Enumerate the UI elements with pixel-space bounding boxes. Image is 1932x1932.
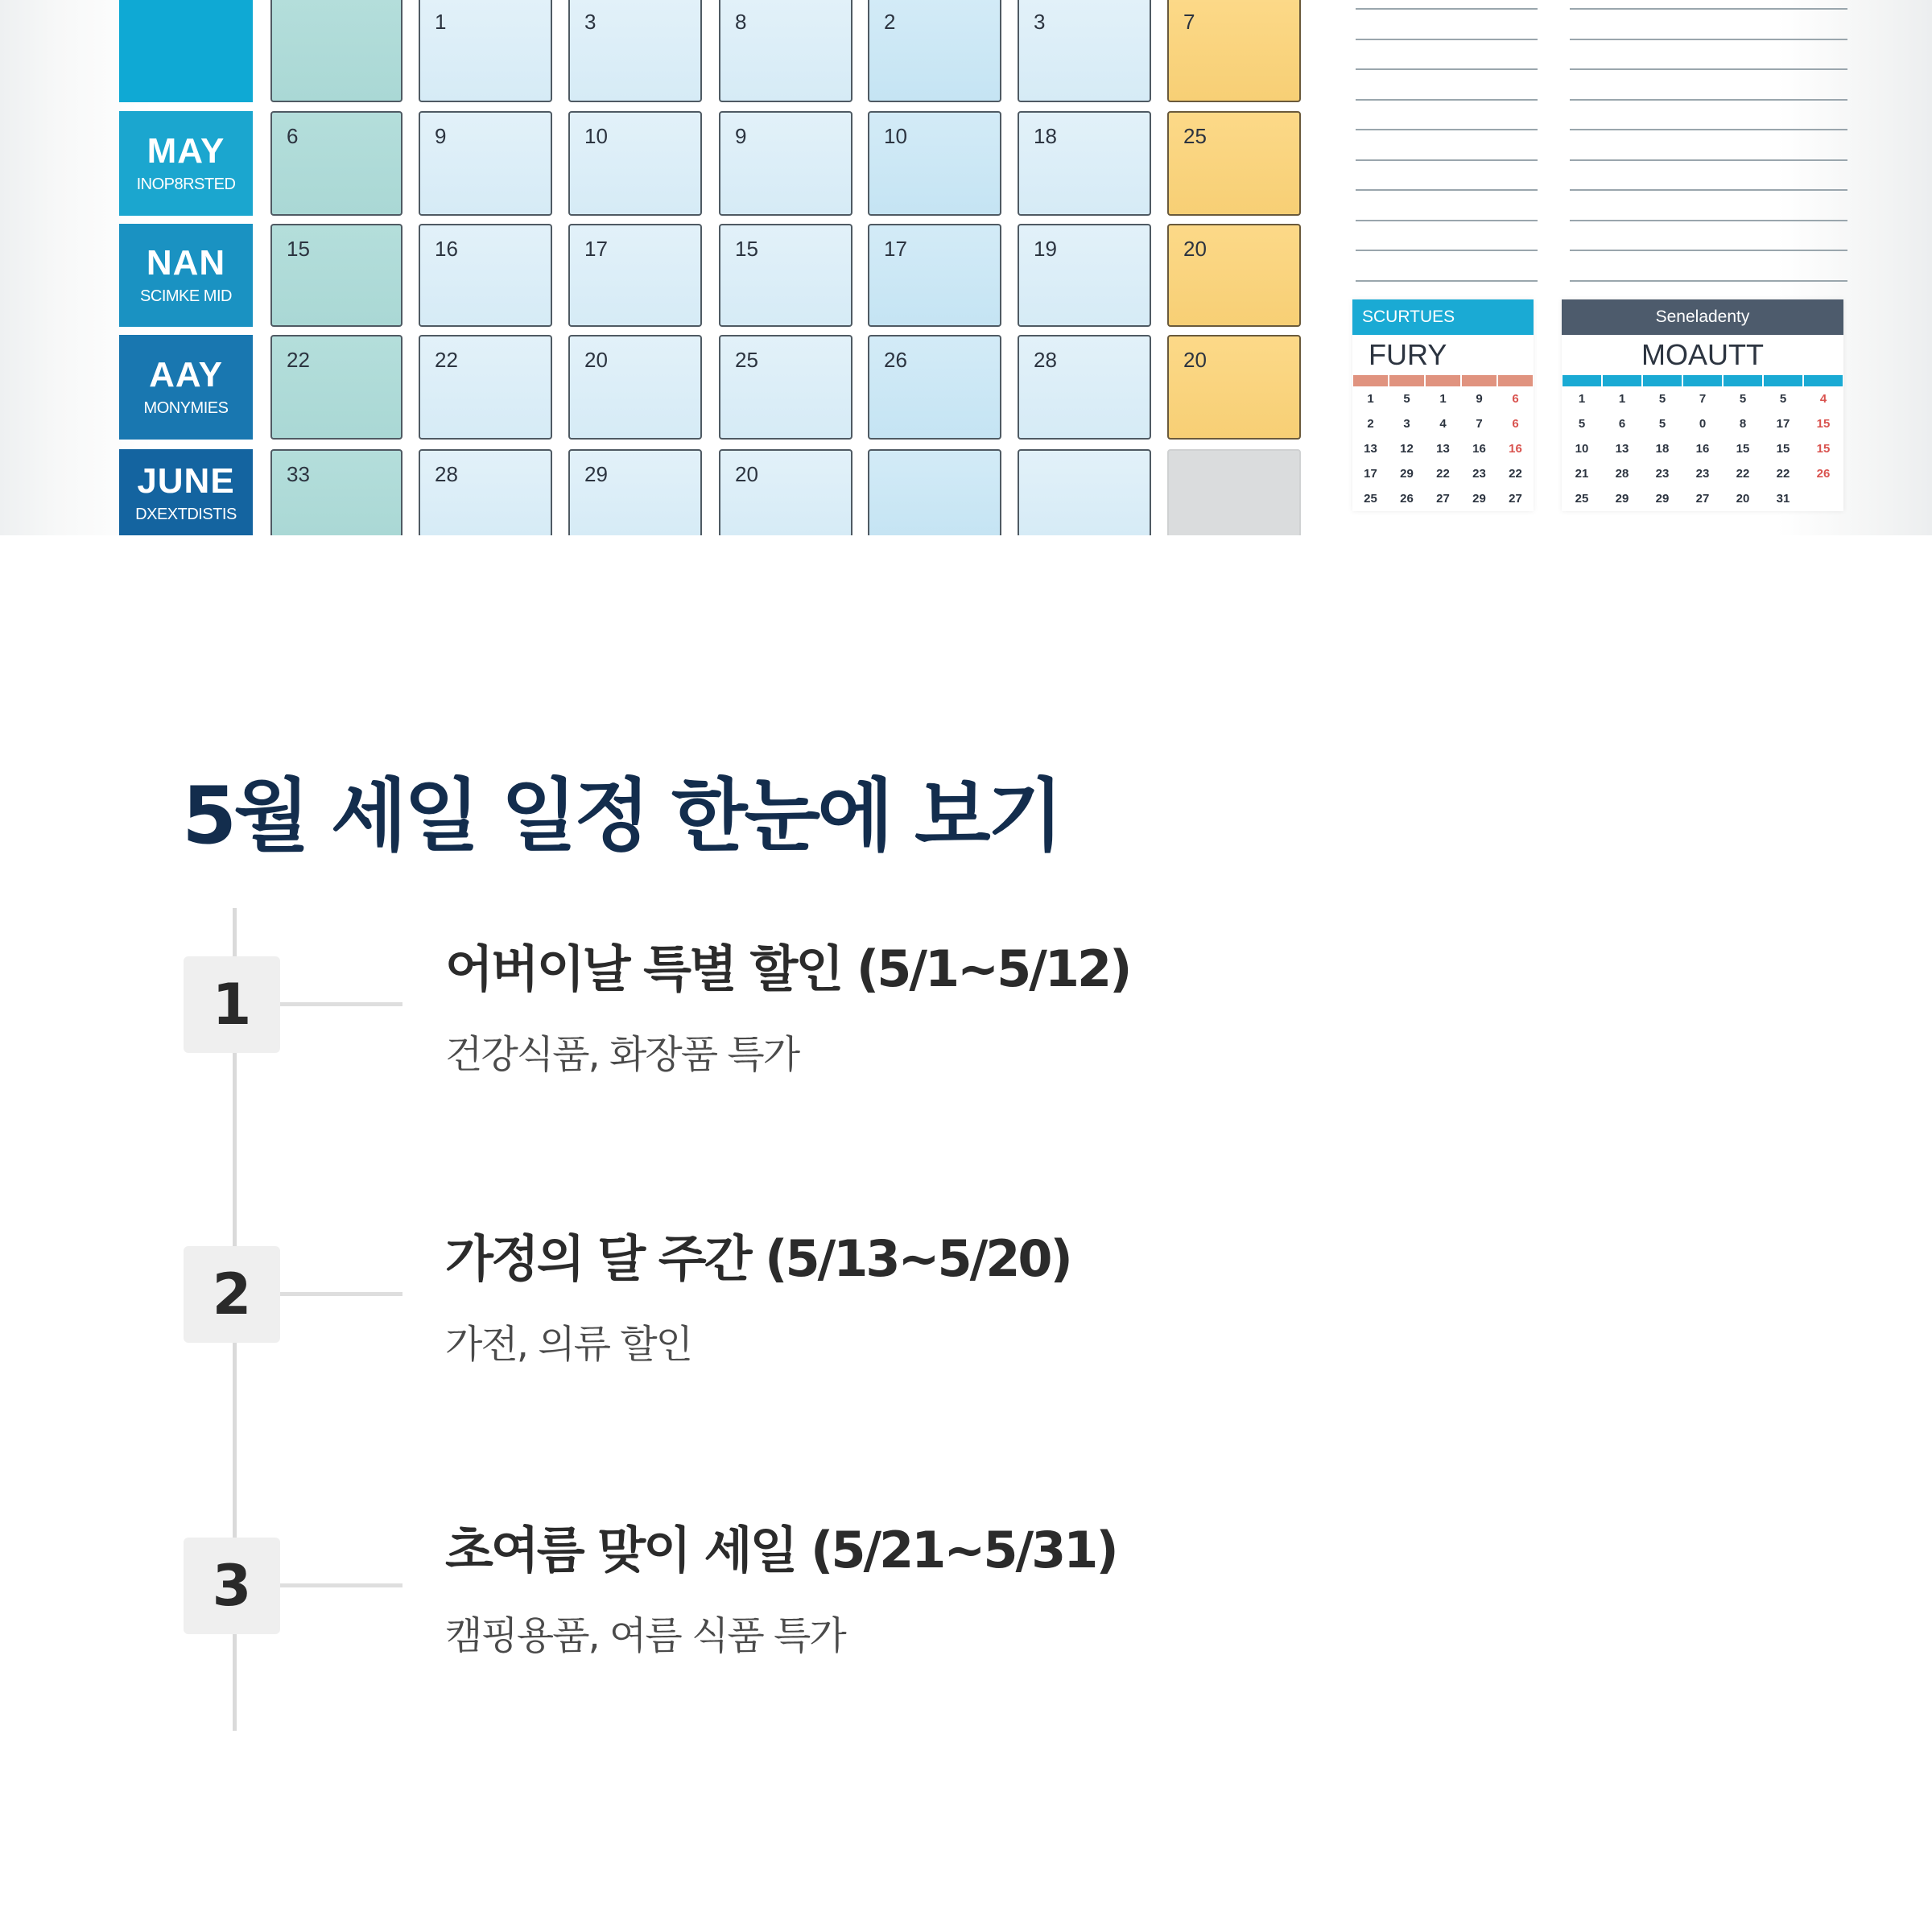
- mini-calendar-header: [1562, 299, 1843, 335]
- page-title: 5월 세일 일정 한눈에 보기: [182, 770, 1061, 862]
- calendar-day-cell: 7: [1167, 0, 1301, 102]
- timeline-item: [0, 1521, 1932, 1699]
- note-line: [1570, 189, 1847, 191]
- mini-calendar-day: 23: [1472, 467, 1486, 481]
- mini-calendar-title: MOAUTT: [1641, 338, 1764, 371]
- month-label-cell: [119, 335, 253, 440]
- note-line: [1356, 280, 1538, 282]
- mini-calendar-day: 29: [1655, 492, 1670, 506]
- sale-period-description: 캠핑용품, 여름 식품 특가: [445, 1613, 845, 1658]
- mini-calendar-day: 15: [1816, 442, 1831, 456]
- calendar-day-cell: 10: [568, 111, 702, 216]
- calendar-day-cell: 15: [719, 224, 852, 327]
- note-line: [1356, 159, 1538, 161]
- calendar-day-cell: 20: [568, 335, 702, 440]
- calendar-day-cell: 9: [719, 111, 852, 216]
- calendar-day-cell: 3: [1018, 0, 1151, 102]
- mini-calendar-week: [1562, 436, 1843, 461]
- timeline-connector: [280, 1002, 402, 1006]
- month-subtitle: DXEXTDISTIS: [135, 505, 237, 523]
- month-name: AAY: [149, 355, 223, 395]
- note-line: [1570, 250, 1847, 251]
- calendar-photo: [0, 0, 1932, 535]
- mini-calendar-day: 29: [1400, 467, 1414, 481]
- calendar-day-cell: 15: [270, 224, 402, 327]
- mini-calendar-header-text: SCURTUES: [1362, 308, 1455, 326]
- calendar-day-cell: 19: [1018, 224, 1151, 327]
- note-line: [1356, 220, 1538, 221]
- mini-calendar-day: 20: [1736, 492, 1750, 506]
- timeline-item: [0, 1229, 1932, 1407]
- mini-calendar-day: 15: [1736, 442, 1750, 456]
- month-label-cell: [119, 449, 253, 535]
- mini-calendar-day: 16: [1695, 442, 1710, 456]
- mini-calendar-day: 27: [1436, 492, 1450, 506]
- mini-calendar-days: [1352, 386, 1534, 511]
- sale-period-title: 가정의 달 주간 (5/13~5/20): [445, 1229, 1071, 1288]
- calendar-day-cell: 20: [1167, 224, 1301, 327]
- note-line: [1570, 68, 1847, 70]
- month-subtitle: MONYMIES: [143, 398, 229, 417]
- mini-calendar-day: 5: [1658, 417, 1666, 431]
- weekday-chip: [1498, 375, 1533, 386]
- calendar-day-cell: 29: [568, 449, 702, 535]
- mini-calendar-day: 31: [1776, 492, 1790, 506]
- mini-calendar-day: 15: [1776, 442, 1790, 456]
- calendar-day-cell: 20: [719, 449, 852, 535]
- calendar-day-cell: 17: [868, 224, 1001, 327]
- mini-calendar-day: 5: [1779, 392, 1787, 406]
- mini-calendar-day: 18: [1655, 442, 1670, 456]
- mini-calendar-day: 6: [1618, 417, 1626, 431]
- calendar-day-cell: 33: [270, 449, 402, 535]
- mini-calendar-day: 10: [1575, 442, 1589, 456]
- mini-calendar-day: 17: [1776, 417, 1790, 431]
- mini-calendar-week: [1562, 411, 1843, 436]
- note-line: [1356, 99, 1538, 101]
- mini-calendar-day: 5: [1658, 392, 1666, 406]
- sale-period-title: 어버이날 특별 할인 (5/1~5/12): [445, 939, 1130, 998]
- calendar-day-cell: 6: [270, 111, 402, 216]
- timeline-item: [0, 939, 1932, 1117]
- weekday-chip: [1643, 375, 1682, 386]
- calendar-day-cell: 22: [419, 335, 552, 440]
- note-line: [1570, 39, 1847, 40]
- mini-calendar-day: 22: [1509, 467, 1522, 481]
- calendar-day-cell: 16: [419, 224, 552, 327]
- calendar-day-cell: 28: [419, 449, 552, 535]
- mini-calendar-day: 22: [1736, 467, 1750, 481]
- sale-period-title: 초여름 맞이 세일 (5/21~5/31): [445, 1521, 1117, 1579]
- note-line: [1356, 250, 1538, 251]
- mini-calendar-week: [1352, 486, 1534, 511]
- calendar-day-cell: [1018, 449, 1151, 535]
- calendar-day-cell: 17: [568, 224, 702, 327]
- month-name: MAY: [147, 131, 225, 171]
- month-name: NAN: [146, 243, 226, 283]
- mini-calendar-day: 22: [1776, 467, 1790, 481]
- mini-calendar-day: 5: [1739, 392, 1747, 406]
- sale-period-description: 건강식품, 화장품 특가: [445, 1032, 799, 1077]
- mini-calendar-day: 1: [1618, 392, 1626, 406]
- month-label-cell: [119, 224, 253, 327]
- mini-calendar-title: FURY: [1368, 338, 1447, 371]
- mini-calendar-header: [1352, 299, 1534, 335]
- mini-calendar-day: 1: [1439, 392, 1447, 406]
- note-line: [1356, 129, 1538, 130]
- calendar-day-cell: 1: [419, 0, 552, 102]
- mini-calendar-day: 1: [1578, 392, 1586, 406]
- mini-calendar-day: 25: [1364, 492, 1377, 506]
- mini-calendar-week: [1352, 386, 1534, 411]
- timeline-connector: [280, 1292, 402, 1296]
- mini-calendar-day: 13: [1615, 442, 1629, 456]
- weekday-chip: [1804, 375, 1843, 386]
- mini-calendar-day: 25: [1575, 492, 1589, 506]
- note-line: [1570, 159, 1847, 161]
- calendar-day-cell: 8: [719, 0, 852, 102]
- weekday-chip: [1426, 375, 1460, 386]
- mini-calendar-day: 2: [1367, 417, 1374, 431]
- mini-calendar-day: 15: [1816, 417, 1831, 431]
- step-number-badge: 1: [184, 956, 280, 1053]
- note-line: [1356, 68, 1538, 70]
- mini-calendar-days: [1562, 386, 1843, 511]
- mini-calendar-right: [1562, 299, 1843, 511]
- mini-calendar-day: 13: [1364, 442, 1377, 456]
- calendar-day-cell: 25: [719, 335, 852, 440]
- weekday-chip: [1724, 375, 1762, 386]
- month-name: JUNE: [137, 461, 235, 502]
- mini-calendar-day: 6: [1512, 417, 1519, 431]
- calendar-day-cell: 9: [419, 111, 552, 216]
- month-label-cell: [119, 0, 253, 102]
- mini-calendar-day: 26: [1400, 492, 1414, 506]
- sale-period-description: 가전, 의류 할인: [445, 1322, 691, 1367]
- month-subtitle: SCIMKE MID: [140, 287, 232, 305]
- mini-calendar-weekdays: [1352, 375, 1534, 386]
- weekday-chip: [1683, 375, 1722, 386]
- mini-calendar-day: 27: [1695, 492, 1710, 506]
- weekday-chip: [1563, 375, 1601, 386]
- mini-calendar-weekdays: [1562, 375, 1843, 386]
- calendar-day-cell: [270, 0, 402, 102]
- note-line: [1356, 189, 1538, 191]
- calendar-day-cell: 3: [568, 0, 702, 102]
- mini-calendar-day: 7: [1476, 417, 1483, 431]
- calendar-day-cell: [1167, 449, 1301, 535]
- month-subtitle: INOP8RSTED: [136, 175, 236, 193]
- mini-calendar-day: 29: [1472, 492, 1486, 506]
- mini-calendar-day: 26: [1816, 467, 1831, 481]
- mini-calendar-day: 4: [1819, 392, 1827, 406]
- month-label-cell: [119, 111, 253, 216]
- mini-calendar-day: 8: [1739, 417, 1747, 431]
- mini-calendar-day: 5: [1403, 392, 1410, 406]
- mini-calendar-day: 23: [1655, 467, 1670, 481]
- mini-calendar-left: [1352, 299, 1534, 511]
- mini-calendar-day: 16: [1509, 442, 1522, 456]
- note-line: [1570, 129, 1847, 130]
- mini-calendar-day: 16: [1472, 442, 1486, 456]
- calendar-day-cell: 10: [868, 111, 1001, 216]
- timeline-connector: [280, 1583, 402, 1587]
- mini-calendar-day: 29: [1615, 492, 1629, 506]
- step-number-badge: 2: [184, 1246, 280, 1343]
- calendar-day-cell: [868, 449, 1001, 535]
- mini-calendar-day: 28: [1615, 467, 1629, 481]
- mini-calendar-week: [1562, 486, 1843, 511]
- mini-calendar-day: 17: [1364, 467, 1377, 481]
- mini-calendar-week: [1352, 436, 1534, 461]
- weekday-chip: [1603, 375, 1641, 386]
- mini-calendar-day: 12: [1400, 442, 1414, 456]
- step-number-badge: 3: [184, 1538, 280, 1634]
- calendar-day-cell: 20: [1167, 335, 1301, 440]
- mini-calendar-day: 3: [1403, 417, 1410, 431]
- note-line: [1356, 8, 1538, 10]
- weekday-chip: [1353, 375, 1388, 386]
- mini-calendar-day: 27: [1509, 492, 1522, 506]
- weekday-chip: [1389, 375, 1424, 386]
- calendar-day-cell: 25: [1167, 111, 1301, 216]
- mini-calendar-day: 4: [1439, 417, 1447, 431]
- mini-calendar-day: 13: [1436, 442, 1450, 456]
- mini-calendar-day: 22: [1436, 467, 1450, 481]
- calendar-day-cell: 18: [1018, 111, 1151, 216]
- calendar-day-cell: 26: [868, 335, 1001, 440]
- calendar-day-cell: 28: [1018, 335, 1151, 440]
- mini-calendar-week: [1352, 411, 1534, 436]
- mini-calendar-header-text: Seneladenty: [1655, 308, 1750, 326]
- calendar-day-cell: 2: [868, 0, 1001, 102]
- mini-calendar-day: 5: [1578, 417, 1586, 431]
- mini-calendar-day: 6: [1512, 392, 1519, 406]
- note-line: [1570, 280, 1847, 282]
- mini-calendar-day: 7: [1699, 392, 1707, 406]
- note-line: [1570, 8, 1847, 10]
- mini-calendar-week: [1562, 386, 1843, 411]
- mini-calendar-day: 0: [1699, 417, 1707, 431]
- mini-calendar-day: 23: [1695, 467, 1710, 481]
- mini-calendar-day: 9: [1476, 392, 1483, 406]
- weekday-chip: [1764, 375, 1802, 386]
- note-line: [1570, 99, 1847, 101]
- weekday-chip: [1462, 375, 1496, 386]
- note-line: [1570, 220, 1847, 221]
- calendar-day-cell: 22: [270, 335, 402, 440]
- mini-calendar-week: [1352, 461, 1534, 486]
- mini-calendar-day: 1: [1367, 392, 1374, 406]
- note-line: [1356, 39, 1538, 40]
- mini-calendar-week: [1562, 461, 1843, 486]
- mini-calendar-day: 21: [1575, 467, 1589, 481]
